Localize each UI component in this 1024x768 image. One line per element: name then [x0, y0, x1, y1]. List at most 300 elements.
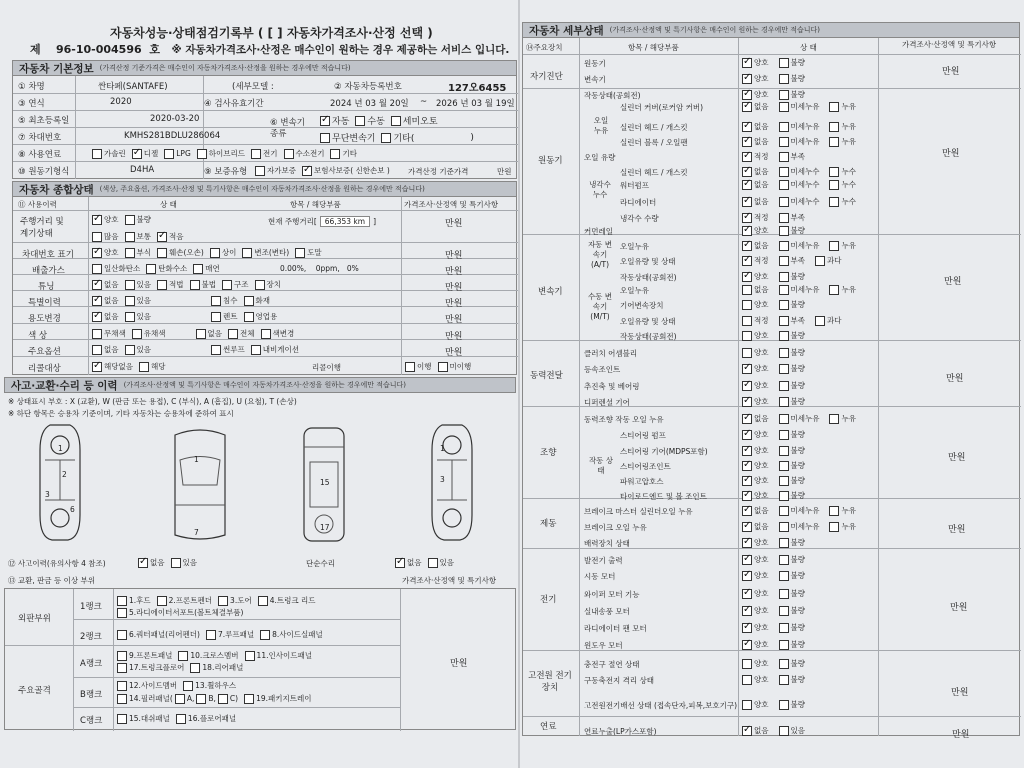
color-chromatic-checkbox[interactable] — [132, 329, 142, 339]
detail-checkbox[interactable] — [742, 197, 752, 207]
part-rear-panel-label: 18.리어패널 — [202, 663, 244, 672]
detail-checkbox[interactable] — [742, 102, 752, 112]
diagram-number: 17 — [320, 523, 330, 532]
detail-item-options — [742, 212, 815, 223]
detail-checkbox[interactable] — [742, 381, 752, 391]
detail-checkbox[interactable] — [779, 58, 789, 68]
fuel-label: ⑧ 사용연료 — [18, 150, 62, 160]
detail-checkbox[interactable] — [779, 726, 789, 736]
usage-change-rent-checkbox[interactable] — [211, 312, 221, 322]
tuning-yes-checkbox[interactable] — [125, 280, 135, 290]
detail-checkbox[interactable] — [829, 180, 839, 190]
detail-option-label: 양호 — [754, 606, 769, 615]
recall-done-text: 이행 — [417, 362, 432, 371]
transmission-cvt-label: 무단변속기 — [332, 134, 376, 144]
tuning-device-checkbox[interactable] — [255, 280, 265, 290]
detail-checkbox[interactable] — [742, 167, 752, 177]
detail-checkbox[interactable] — [742, 364, 752, 374]
vin-mark-smear-checkbox[interactable] — [295, 248, 305, 258]
detail-item-label: 실린더 블록 / 오일팬 — [620, 138, 688, 147]
warranty-insurance-checkbox[interactable] — [302, 166, 312, 176]
vin-mark-label: 차대번호 표기 — [22, 250, 74, 260]
rank2-label: 2랭크 — [80, 632, 102, 642]
accident-history-label: ⑫ 사고이력(유의사항 4 참조) — [8, 559, 106, 568]
vin-label: ⑦ 차대번호 — [18, 133, 62, 143]
mileage-bad-checkbox[interactable] — [125, 215, 135, 225]
detail-checkbox[interactable] — [779, 152, 789, 162]
rankC-label: C랭크 — [80, 716, 103, 726]
emission-hc-value: 0ppm, — [315, 264, 340, 273]
detail-checkbox[interactable] — [742, 522, 752, 532]
detail-checkbox[interactable] — [742, 285, 752, 295]
detail-option-label: 양호 — [754, 476, 769, 485]
detail-checkbox[interactable] — [742, 491, 752, 501]
accident-none-label: 없음 — [150, 558, 165, 567]
vin-mark-price-unit: 만원 — [445, 251, 463, 261]
detail-checkbox[interactable] — [779, 285, 789, 295]
part-floor-panel-checkbox[interactable] — [176, 714, 186, 724]
options-none-checkbox[interactable] — [92, 345, 102, 355]
detail-checkbox[interactable] — [779, 640, 789, 650]
fuel-electric-checkbox[interactable] — [251, 149, 261, 159]
price-brake: 만원 — [948, 525, 966, 535]
usage-change-none-checkbox[interactable] — [92, 312, 102, 322]
fuel-lpg-checkbox[interactable] — [164, 149, 174, 159]
recall-yes-checkbox[interactable] — [139, 362, 149, 372]
group-power-train: 동력전달 — [530, 371, 563, 381]
detail-checkbox[interactable] — [779, 414, 789, 424]
mileage-low-checkbox[interactable] — [157, 232, 167, 242]
color-achromatic-checkbox[interactable] — [92, 329, 102, 339]
detail-checkbox[interactable] — [779, 623, 789, 633]
detail-checkbox[interactable] — [742, 348, 752, 358]
accident-yes-checkbox[interactable] — [171, 558, 181, 568]
group-transmission: 변속기 — [538, 287, 563, 297]
color-none-checkbox[interactable] — [196, 329, 206, 339]
transmission-manual-label: 수동 — [367, 117, 385, 127]
emission-smoke-checkbox[interactable] — [193, 264, 203, 274]
detail-checkbox[interactable] — [742, 640, 752, 650]
options-yes-checkbox[interactable] — [125, 345, 135, 355]
detail-checkbox[interactable] — [742, 506, 752, 516]
transmission-opts-row2 — [320, 131, 474, 144]
detail-checkbox[interactable] — [779, 700, 789, 710]
doc-title: 자동차성능·상태점검기록부 ( [ ] 자동차가격조사·산정 선택 ) — [110, 26, 433, 40]
detail-item-options — [742, 475, 815, 486]
recall-done-opts — [405, 361, 477, 372]
warranty-opts — [255, 165, 396, 176]
detail-checkbox[interactable] — [779, 364, 789, 374]
special-none-checkbox[interactable] — [92, 296, 102, 306]
detail-checkbox[interactable] — [779, 461, 789, 471]
doc-no-suffix: 호 — [149, 43, 160, 56]
detail-checkbox[interactable] — [779, 491, 789, 501]
detail-item-options — [742, 490, 815, 501]
part-front-panel-label: 9.프론트패널 — [129, 651, 173, 660]
mileage-normal-checkbox[interactable] — [125, 232, 135, 242]
detail-checkbox[interactable] — [742, 137, 752, 147]
detail-checkbox[interactable] — [742, 316, 752, 326]
fuel-hybrid-checkbox[interactable] — [197, 149, 207, 159]
simple-repair-none-label: 없음 — [407, 558, 422, 567]
part-package-tray-label: 19.패키지트레이 — [256, 694, 312, 703]
detail-item-label: 브레이크 오일 누유 — [584, 523, 647, 532]
warranty-self-checkbox[interactable] — [255, 166, 265, 176]
mileage-many-label: 많음 — [104, 232, 119, 241]
detail-checkbox[interactable] — [742, 606, 752, 616]
diagram-number: 6 — [70, 505, 75, 514]
detail-checkbox[interactable] — [779, 522, 789, 532]
part-trunk-lid-checkbox[interactable] — [258, 596, 268, 606]
detail-option-label: 누수 — [841, 197, 856, 206]
detail-item-label: 원동기 — [584, 59, 606, 68]
fuel-gasoline-checkbox[interactable] — [92, 149, 102, 159]
detail-checkbox[interactable] — [779, 571, 789, 581]
detail-checkbox[interactable] — [779, 555, 789, 565]
vin-mark-good-checkbox[interactable] — [92, 248, 102, 258]
overall-header — [12, 181, 517, 197]
part-dash-panel-checkbox[interactable] — [117, 714, 127, 724]
part-package-tray-checkbox[interactable] — [244, 694, 254, 704]
detail-option-label: 불량 — [790, 606, 805, 615]
part-wheel-house-checkbox[interactable] — [183, 681, 193, 691]
detail-option-label: 미세누유 — [790, 137, 820, 146]
emission-hc-checkbox[interactable] — [146, 264, 156, 274]
simple-repair-yes-checkbox[interactable] — [428, 558, 438, 568]
detail-checkbox[interactable] — [829, 102, 839, 112]
emission-hc-label: 탄화수소 — [158, 264, 188, 273]
detail-checkbox[interactable] — [742, 256, 752, 266]
part-roof-panel-checkbox[interactable] — [206, 630, 216, 640]
detail-checkbox[interactable] — [742, 700, 752, 710]
detail-option-label: 불량 — [790, 700, 805, 709]
detail-checkbox[interactable] — [742, 152, 752, 162]
simple-repair-none-checkbox[interactable] — [395, 558, 405, 568]
detail-item-label: 배력장치 상태 — [584, 539, 630, 548]
mileage-many-checkbox[interactable] — [92, 232, 102, 242]
vin-mark-alter-label: 변조(변타) — [254, 248, 290, 257]
detail-option-label: 없음 — [754, 197, 769, 206]
vin-mark-rust-checkbox[interactable] — [125, 248, 135, 258]
detail-item-label: 워터펌프 — [620, 181, 649, 190]
part-side-member-checkbox[interactable] — [117, 681, 127, 691]
detail-option-label: 불량 — [790, 397, 805, 406]
detail-item-col: 항목 / 해당부품 — [628, 43, 679, 52]
special-fire-checkbox[interactable] — [244, 296, 254, 306]
detail-checkbox[interactable] — [829, 167, 839, 177]
pillar-c-checkbox[interactable] — [218, 694, 228, 704]
detail-checkbox[interactable] — [742, 675, 752, 685]
detail-option-label: 불량 — [790, 300, 805, 309]
detail-checkbox[interactable] — [779, 90, 789, 100]
detail-checkbox[interactable] — [742, 555, 752, 565]
group-hv-electric: 고전원 전기장치 — [528, 671, 572, 693]
detail-checkbox[interactable] — [829, 122, 839, 132]
detail-item-options — [742, 363, 815, 374]
special-flood-label: 침수 — [223, 296, 238, 305]
price-fuel: 만원 — [952, 730, 970, 740]
part-trunk-floor-label: 17.트렁크플로어 — [129, 663, 185, 672]
detail-title: 자동차 세부상태 — [529, 24, 604, 37]
vin-mark-diff-checkbox[interactable] — [210, 248, 220, 258]
detail-checkbox[interactable] — [742, 571, 752, 581]
detail-checkbox[interactable] — [742, 476, 752, 486]
detail-item-label: 오일유량 및 상태 — [620, 257, 676, 266]
tuning-struct-checkbox[interactable] — [222, 280, 232, 290]
mileage-price-unit: 만원 — [445, 219, 463, 229]
detail-checkbox[interactable] — [742, 623, 752, 633]
detail-checkbox[interactable] — [779, 316, 789, 326]
detail-checkbox[interactable] — [742, 213, 752, 223]
detail-item-options — [742, 605, 815, 616]
detail-checkbox[interactable] — [742, 589, 752, 599]
detail-item-label: 타이로드엔드 및 볼 조인트 — [620, 492, 707, 501]
detail-item-label: 냉각수 수량 — [620, 214, 659, 223]
detail-checkbox[interactable] — [829, 197, 839, 207]
detail-checkbox[interactable] — [829, 285, 839, 295]
detail-checkbox[interactable] — [779, 122, 789, 132]
diagram-number: 15 — [320, 478, 330, 487]
tuning-struct-label: 구조 — [234, 280, 249, 289]
part-radiator-support-checkbox[interactable] — [117, 608, 127, 618]
part-front-fender-checkbox[interactable] — [157, 596, 167, 606]
recall-none-checkbox[interactable] — [92, 362, 102, 372]
part-rear-panel-checkbox[interactable] — [190, 663, 200, 673]
part-inside-panel-checkbox[interactable] — [245, 651, 255, 661]
detail-option-label: 누유 — [841, 102, 856, 111]
detail-item-options — [742, 537, 815, 548]
detail-checkbox[interactable] — [742, 58, 752, 68]
detail-option-label: 누유 — [841, 122, 856, 131]
detail-checkbox[interactable] — [779, 675, 789, 685]
detail-option-label: 누유 — [841, 414, 856, 423]
usage-change-yes-checkbox[interactable] — [125, 312, 135, 322]
transmission-auto-label: 자동 — [332, 117, 350, 127]
detail-option-label: 없음 — [754, 506, 769, 515]
pillar-a-checkbox[interactable] — [175, 694, 185, 704]
tuning-illegal-checkbox[interactable] — [190, 280, 200, 290]
detail-item-options — [742, 284, 866, 295]
detail-checkbox[interactable] — [779, 331, 789, 341]
detail-checkbox[interactable] — [742, 397, 752, 407]
fuel-electric-label: 전기 — [263, 149, 278, 158]
tuning-price-unit: 만원 — [445, 283, 463, 293]
detail-checkbox[interactable] — [742, 659, 752, 669]
part-wheel-house-label: 13.휠하우스 — [195, 681, 237, 690]
color-change-checkbox[interactable] — [261, 329, 271, 339]
transmission-auto-checkbox[interactable] — [320, 116, 330, 126]
basic-info-note: (가격산정 기준가격은 매수인이 자동차가격조사·산정을 원하는 경우에만 적습니다) — [99, 64, 351, 72]
part-quarter-panel-checkbox[interactable] — [117, 630, 127, 640]
transmission-manual-checkbox[interactable] — [355, 116, 365, 126]
fuel-other-checkbox[interactable] — [330, 149, 340, 159]
transmission-other-checkbox[interactable] — [381, 133, 391, 143]
detail-checkbox[interactable] — [779, 256, 789, 266]
detail-checkbox[interactable] — [742, 300, 752, 310]
tuning-illegal-label: 불법 — [201, 280, 216, 289]
detail-checkbox[interactable] — [779, 446, 789, 456]
detail-checkbox[interactable] — [779, 348, 789, 358]
options-navi-checkbox[interactable] — [251, 345, 261, 355]
detail-item-label: 오일유량 및 상태 — [620, 317, 676, 326]
transmission-semi-label: 세미오토 — [402, 117, 438, 127]
service-notice: ※ 자동차가격조사·산정은 매수인이 원하는 경우 제공하는 서비스 입니다. — [171, 43, 510, 56]
detail-checkbox[interactable] — [779, 589, 789, 599]
detail-item-options — [742, 521, 866, 532]
detail-checkbox[interactable] — [829, 522, 839, 532]
detail-checkbox[interactable] — [742, 461, 752, 471]
detail-checkbox[interactable] — [779, 476, 789, 486]
part-pillar-panel-label: 14.필러패널( — [129, 694, 173, 703]
mileage-bad-label: 불량 — [136, 215, 151, 224]
detail-option-label: 양호 — [754, 446, 769, 455]
detail-checkbox[interactable] — [742, 430, 752, 440]
usage-change-biz-checkbox[interactable] — [244, 312, 254, 322]
detail-checkbox[interactable] — [779, 272, 789, 282]
detail-checkbox[interactable] — [742, 538, 752, 548]
detail-checkbox[interactable] — [742, 122, 752, 132]
part-side-sill-checkbox[interactable] — [260, 630, 270, 640]
detail-option-label: 불량 — [790, 640, 805, 649]
tuning-legal-checkbox[interactable] — [157, 280, 167, 290]
detail-item-label: 연료누출(LP가스포함) — [584, 727, 657, 736]
detail-checkbox[interactable] — [742, 241, 752, 251]
detail-checkbox[interactable] — [779, 241, 789, 251]
price-steering: 만원 — [948, 453, 966, 463]
detail-option-label: 미세누유 — [790, 285, 820, 294]
year: 2020 — [110, 97, 132, 107]
detail-checkbox[interactable] — [779, 180, 789, 190]
detail-checkbox[interactable] — [742, 446, 752, 456]
detail-item-label: 디퍼렌셜 기어 — [584, 398, 630, 407]
detail-checkbox[interactable] — [742, 414, 752, 424]
part-pillar-panel-checkbox[interactable] — [117, 694, 127, 704]
group-self-diag: 자기진단 — [530, 72, 563, 82]
simple-repair-opts — [395, 557, 460, 568]
detail-option-label: 불량 — [790, 675, 805, 684]
subgroup-coolant: 냉각수 누수 — [589, 180, 611, 199]
emission-smoke-value: 0% — [346, 264, 359, 273]
detail-item-label: 오일누유 — [620, 286, 649, 295]
detail-option-label: 양호 — [754, 348, 769, 357]
detail-checkbox[interactable] — [742, 272, 752, 282]
transmission-semi-checkbox[interactable] — [391, 116, 401, 126]
detail-item-options — [742, 225, 815, 236]
fuel-gasoline-label: 가솔린 — [104, 149, 126, 158]
usage-change-label: 용도변경 — [28, 314, 61, 324]
detail-option-label: 미세누유 — [790, 522, 820, 531]
special-yes-checkbox[interactable] — [125, 296, 135, 306]
part-door-checkbox[interactable] — [218, 596, 228, 606]
detail-checkbox[interactable] — [779, 381, 789, 391]
detail-option-label: 불량 — [790, 476, 805, 485]
detail-checkbox[interactable] — [742, 90, 752, 100]
detail-option-label: 불량 — [790, 589, 805, 598]
group-steering: 조향 — [540, 448, 557, 458]
part-hood-checkbox[interactable] — [117, 596, 127, 606]
detail-checkbox[interactable] — [779, 300, 789, 310]
detail-checkbox[interactable] — [815, 256, 825, 266]
color-full-checkbox[interactable] — [228, 329, 238, 339]
options-sunroof-checkbox[interactable] — [211, 345, 221, 355]
detail-checkbox[interactable] — [779, 167, 789, 177]
detail-item-options — [742, 73, 815, 84]
part-front-panel-checkbox[interactable] — [117, 651, 127, 661]
detail-checkbox[interactable] — [779, 538, 789, 548]
detail-checkbox[interactable] — [829, 414, 839, 424]
detail-checkbox[interactable] — [779, 397, 789, 407]
emission-co-checkbox[interactable] — [92, 264, 102, 274]
part-inside-panel-label: 11.인사이드패널 — [256, 651, 312, 660]
detail-checkbox[interactable] — [779, 213, 789, 223]
base-price-unit: 만원 — [497, 167, 512, 176]
detail-checkbox[interactable] — [742, 74, 752, 84]
detail-checkbox[interactable] — [779, 102, 789, 112]
color-chromatic-label: 유채색 — [143, 329, 166, 338]
recall-opts — [92, 361, 171, 372]
part-cross-member-checkbox[interactable] — [178, 651, 188, 661]
mileage-good-checkbox[interactable] — [92, 215, 102, 225]
detail-option-label: 양호 — [754, 571, 769, 580]
recall-notdone-checkbox[interactable] — [438, 362, 448, 372]
recall-none-label: 해당없음 — [104, 362, 133, 371]
detail-checkbox[interactable] — [742, 180, 752, 190]
detail-checkbox[interactable] — [742, 331, 752, 341]
color-none-label: 없음 — [207, 329, 222, 338]
detail-checkbox[interactable] — [779, 137, 789, 147]
accident-title: 사고·교환·수리 등 이력 — [11, 379, 118, 392]
detail-checkbox[interactable] — [779, 226, 789, 236]
fuel-diesel-checkbox[interactable] — [132, 149, 142, 159]
detail-checkbox[interactable] — [779, 430, 789, 440]
accident-none-checkbox[interactable] — [138, 558, 148, 568]
vin-mark-alter-checkbox[interactable] — [242, 248, 252, 258]
engine: D4HA — [130, 165, 155, 175]
tuning-none-checkbox[interactable] — [92, 280, 102, 290]
vin-mark-damage-checkbox[interactable] — [157, 248, 167, 258]
pillar-c-label: C) — [229, 694, 239, 703]
special-flood-checkbox[interactable] — [211, 296, 221, 306]
price-transmission: 만원 — [944, 277, 962, 287]
subgroup-oil-leak: 오일 누유 — [593, 116, 609, 135]
detail-checkbox[interactable] — [815, 316, 825, 326]
pillar-b-checkbox[interactable] — [196, 694, 206, 704]
part-door-label: 3.도어 — [230, 596, 252, 605]
detail-item-options — [742, 255, 852, 266]
detail-checkbox[interactable] — [829, 506, 839, 516]
detail-checkbox[interactable] — [829, 137, 839, 147]
detail-item-options — [742, 240, 866, 251]
recall-done-checkbox[interactable] — [405, 362, 415, 372]
group-engine: 원동기 — [538, 156, 563, 166]
part-trunk-floor-checkbox[interactable] — [117, 663, 127, 673]
detail-checkbox[interactable] — [779, 74, 789, 84]
detail-checkbox[interactable] — [742, 726, 752, 736]
detail-checkbox[interactable] — [779, 606, 789, 616]
detail-option-label: 없음 — [754, 137, 769, 146]
detail-checkbox[interactable] — [779, 506, 789, 516]
fuel-hydrogen-checkbox[interactable] — [284, 149, 294, 159]
detail-item-options — [742, 89, 815, 100]
detail-checkbox[interactable] — [829, 241, 839, 251]
detail-option-label: 누유 — [841, 137, 856, 146]
detail-checkbox[interactable] — [779, 197, 789, 207]
detail-item-label: 실내송풍 모터 — [584, 607, 630, 616]
part-hood-label: 1.후드 — [129, 596, 151, 605]
detail-checkbox[interactable] — [779, 659, 789, 669]
detail-checkbox[interactable] — [742, 226, 752, 236]
transmission-cvt-checkbox[interactable] — [320, 133, 330, 143]
